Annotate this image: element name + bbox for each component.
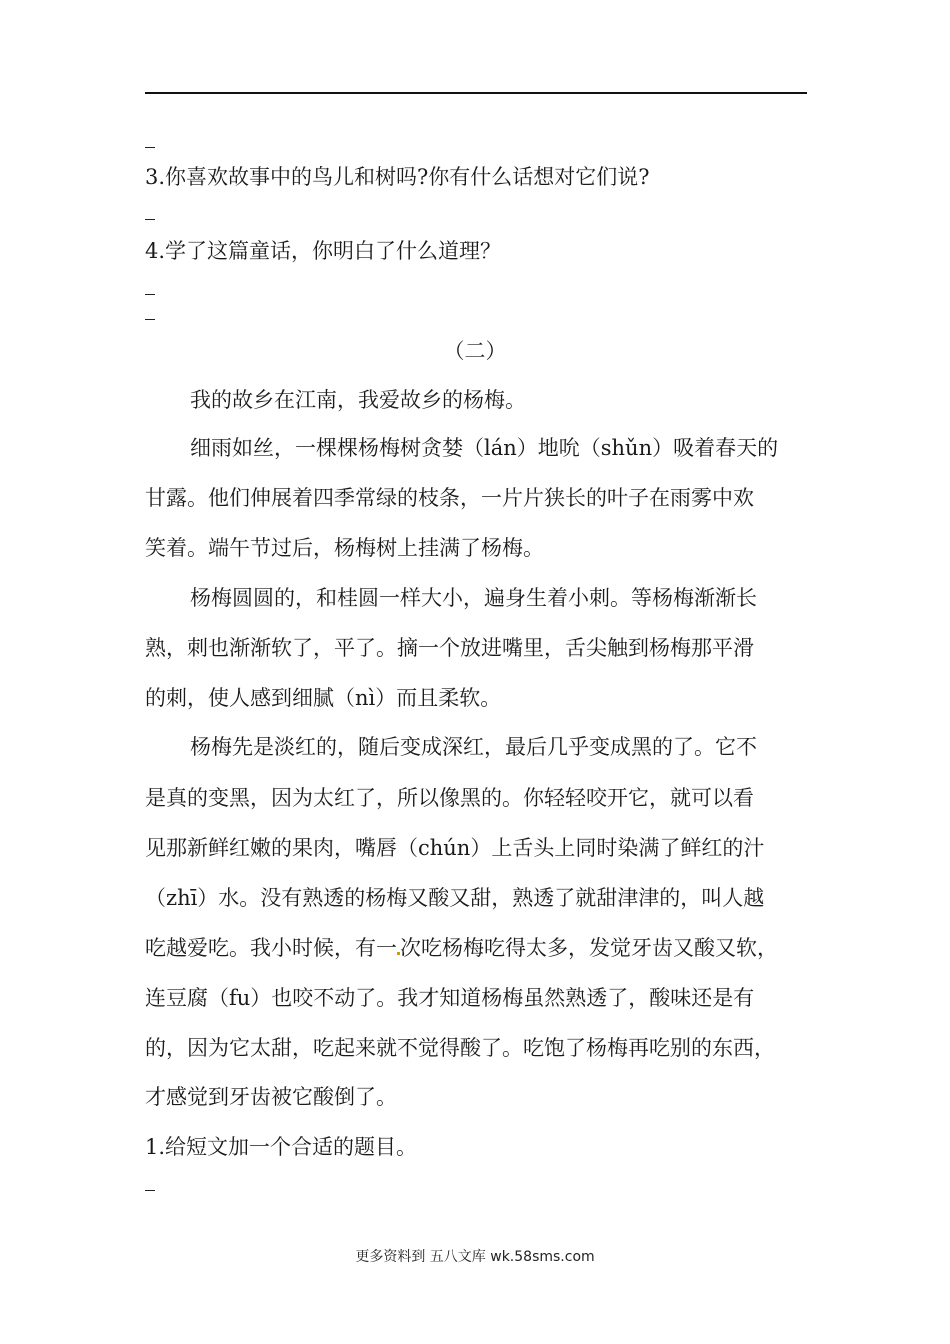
question-3: 3.你喜欢故事中的鸟儿和树吗?你有什么话想对它们说? <box>145 165 650 189</box>
question-1: 1.给短文加一个合适的题目。 <box>145 1135 418 1159</box>
paragraph-line: 见那新鲜红嫩的果肉，嘴唇（chún）上舌头上同时染满了鲜红的汁 <box>145 836 765 860</box>
answer-blank <box>145 319 155 320</box>
section-title: （二） <box>443 339 507 363</box>
paragraph-line: 杨梅先是淡红的，随后变成深红，最后几乎变成黑的了。它不 <box>190 735 757 759</box>
paragraph-line: 杨梅圆圆的，和桂圆一样大小，遍身生着小刺。等杨梅渐渐长 <box>190 586 757 610</box>
paragraph-line: 细雨如丝，一棵棵杨梅树贪婪（lán）地吮（shǔn）吸着春天的 <box>190 436 779 460</box>
paragraph-line: 才感觉到牙齿被它酸倒了。 <box>145 1085 397 1109</box>
answer-blank <box>145 294 155 295</box>
footer-link[interactable]: 更多资料到 五八文库 wk.58sms.com <box>355 1249 595 1265</box>
paragraph-line: 我的故乡在江南，我爱故乡的杨梅。 <box>190 388 526 412</box>
paragraph-line: 甘露。他们伸展着四季常绿的枝条，一片片狭长的叶子在雨雾中欢 <box>145 486 754 510</box>
paragraph-line: （zhī）水。没有熟透的杨梅又酸又甜，熟透了就甜津津的，叫人越 <box>145 886 765 910</box>
answer-blank <box>145 1190 155 1191</box>
paragraph-line <box>145 938 778 959</box>
answer-blank <box>145 147 155 148</box>
answer-blank <box>145 219 155 220</box>
paragraph-line: 的，因为它太甜，吃起来就不觉得酸了。吃饱了杨梅再吃别的东西， <box>145 1036 775 1060</box>
text-segment: 吃越爱吃。我小时候，有一 <box>145 936 397 960</box>
paragraph-line: 笑着。端午节过后，杨梅树上挂满了杨梅。 <box>145 536 544 560</box>
paragraph-line: 连豆腐（fu）也咬不动了。我才知道杨梅虽然熟透了，酸味还是有 <box>145 986 755 1010</box>
answer-line <box>145 92 807 94</box>
paragraph-line: 是真的变黑，因为太红了，所以像黑的。你轻轻咬开它，就可以看 <box>145 786 754 810</box>
text-segment: 次吃杨梅吃得太多，发觉牙齿又酸又软， <box>400 936 778 960</box>
paragraph-line: 熟，刺也渐渐软了，平了。摘一个放进嘴里，舌尖触到杨梅那平滑 <box>145 636 754 660</box>
question-4: 4.学了这篇童话，你明白了什么道理？ <box>145 239 502 263</box>
paragraph-line: 的刺，使人感到细腻（nì）而且柔软。 <box>145 686 502 710</box>
